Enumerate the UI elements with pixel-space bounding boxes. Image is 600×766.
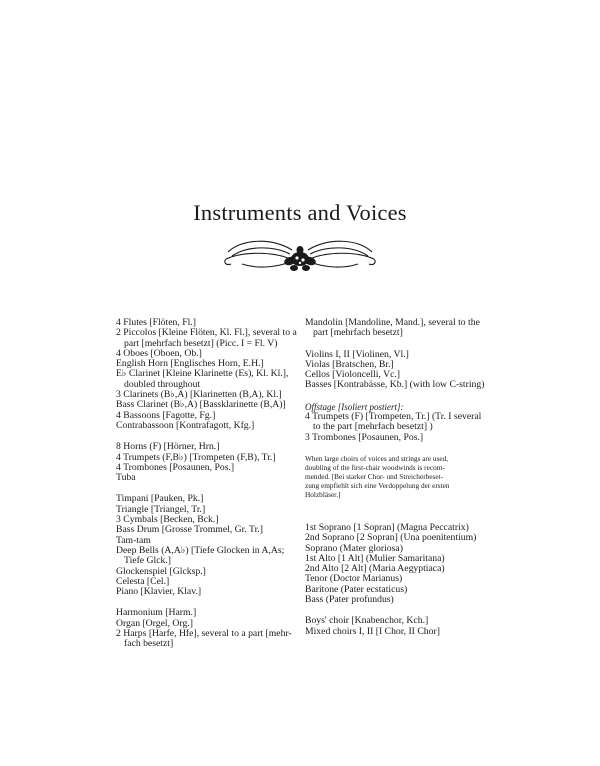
voice-line: 2nd Soprano [2 Sopran] (Una poenitentium) [305,532,477,544]
voice-line: Soprano (Mater gloriosa) [305,542,403,554]
floral-flourish-icon [222,236,378,276]
instrument-list-left [116,318,296,661]
instrument-line: Violas [Bratschen, Br.] [305,358,394,370]
instrument-line: Mandolin [Mandoline, Mand.], several to the [305,317,480,328]
instrument-line: Timpani [Pauken, Pk.] [116,493,204,505]
instrument-line: Deep Bells (A,A♭) [Tiefe Glocken in A,As; [116,544,285,556]
instrument-line: E♭ Clarinet [Kleine Klarinette (Es), Kl. Kl.], [116,368,289,380]
instrument-line: Organ [Orgel, Org.] [116,617,193,629]
percussion-group [116,494,296,597]
note-line: When large choirs of voices and strings are used, [305,453,449,463]
instrument-line: Tiefe Glck.] [124,555,171,567]
voice-line: 2nd Alto [2 Alt] (Maria Aegyptiaca) [305,563,445,575]
instrument-line: Piano [Klavier, Klav.] [116,586,202,598]
instrument-line: Cellos [Violoncelli, Vc.] [305,369,401,381]
instrument-line: Celesta [Cel.] [116,575,170,587]
voice-line: Tenor (Doctor Marianus) [305,573,403,585]
note-line: Holzbläser.] [305,489,341,499]
instrument-line: 4 Flutes [Flöten, Fl.] [116,317,196,328]
instrument-list-right [305,318,490,648]
instrument-line: 2 Harps [Harfe, Hfe], several to a part [mehr- [116,628,292,640]
instrument-line: 4 Trumpets (F,B♭) [Trompeten (F,B), Tr.] [116,451,276,463]
voice-line: 1st Soprano [1 Sopran] (Magna Peccatrix) [305,521,469,533]
instrument-line: 3 Clarinets (B♭,A) [Klarinetten (B,A), Kl.] [116,389,282,401]
instrument-line: Tam-tam [116,534,151,546]
brass-group [116,442,296,483]
voice-line: 1st Alto [1 Alt] (Mulier Samaritana) [305,552,445,564]
instrument-line: Harmonium [Harm.] [116,607,197,619]
note-line: mended. [Bei starker Chor- und Streicherbeset- [305,471,444,481]
page-title: Instruments and Voices [193,200,407,225]
offstage-group [305,402,490,443]
keyboards-group [116,608,296,649]
instrument-line: fach besetzt] [124,638,174,650]
instrument-line: 4 Trumpets (F) [Trompeten, Tr.] (Tr. I several [305,411,482,423]
instrument-line: 3 Cymbals [Becken, Bck.] [116,514,219,526]
note-line: zung empfiehlt sich eine Verdoppelung der ersten [305,480,450,490]
instrument-line: Contrabassoon [Kontrafagott, Kfg.] [116,419,255,431]
instrument-line: Basses [Kontrabässe, Kb.] (with low C-string) [305,379,485,391]
voice-line: Baritone (Pater ecstaticus) [305,583,408,595]
choirs-group [305,616,490,637]
instrument-line: 4 Oboes [Oboen, Ob.] [116,347,202,359]
instrument-line: 2 Piccolos [Kleine Flöten, Kl. Fl.], several to a [116,327,297,339]
instrument-line: Tuba [116,472,136,484]
instrument-line: 8 Horns (F) [Hörner, Hrn.] [116,441,220,453]
instrument-line: Violins I, II [Violinen, Vl.] [305,348,409,360]
voice-line: Mixed choirs I, II [I Chor, II Chor] [305,625,440,637]
instrument-line: English Horn [Englisches Horn, E.H.] [116,358,264,370]
note-line: doubling of the first-chair woodwinds is recom- [305,462,445,472]
instrument-line: 4 Bassoons [Fagotte, Fg.] [116,409,216,421]
instrument-line: Bass Clarinet (B♭,A) [Bassklarinette (B,A)] [116,399,286,411]
doubling-note [305,454,487,499]
instrument-line: to the part [mehrfach besetzt] ) [313,421,433,433]
instrument-line: Bass Drum [Grosse Trommel, Gr. Tr.] [116,524,263,536]
instrument-line: 4 Trombones [Posaunen, Pos.] [116,461,235,473]
winds-group [116,318,296,431]
instrument-line: Triangle [Triangel, Tr.] [116,503,206,515]
voice-line: Boys' choir [Knabenchor, Kch.] [305,615,429,627]
strings-group [305,350,490,391]
mandolin-group [305,318,490,339]
instrument-line: 3 Trombones [Posaunen, Pos.] [305,431,424,443]
instrument-line: doubled throughout [124,378,201,390]
instrument-line: part [mehrfach besetzt] (Picc. I = Fl. V) [124,337,278,349]
instrument-line: Glockenspiel [Glcksp.] [116,565,206,577]
voice-line: Bass (Pater profundus) [305,594,394,606]
voices-group [305,523,490,605]
instrument-line: part [mehrfach besetzt] [313,327,403,339]
offstage-heading: Offstage [Isoliert postiert]: [305,401,404,412]
